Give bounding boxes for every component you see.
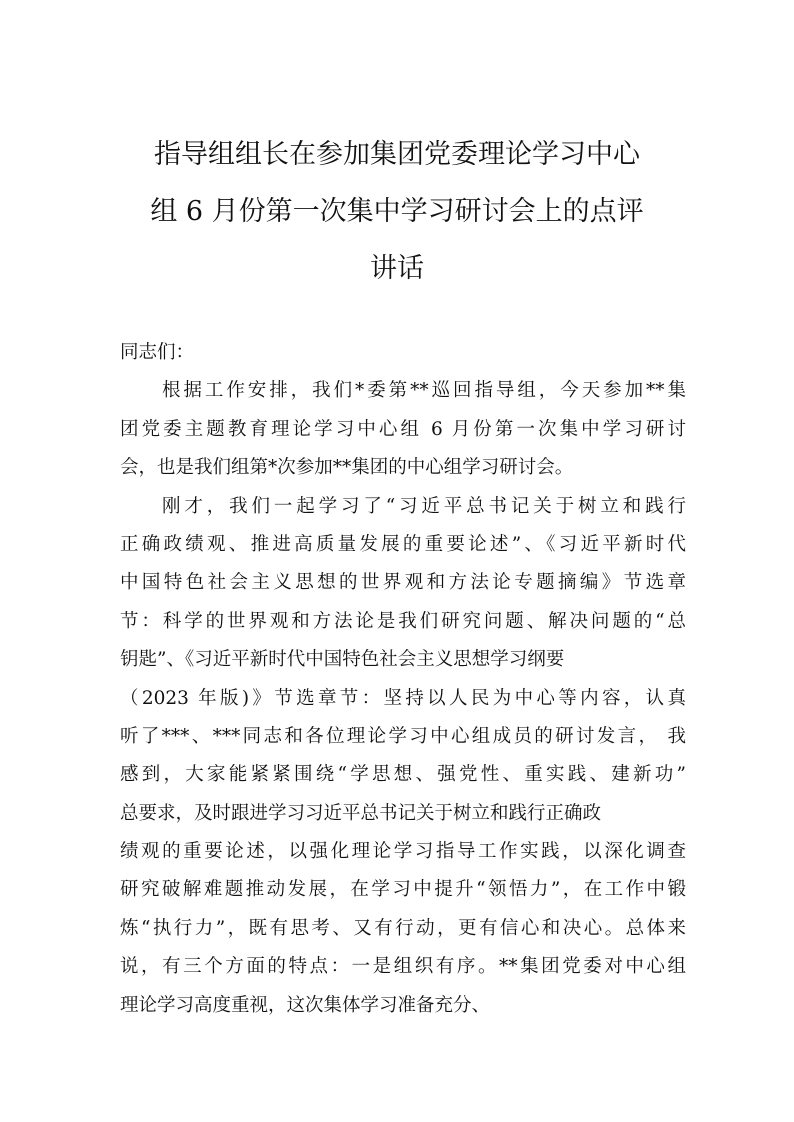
text-line: 会，也是我们组第*次参加**集团的中心组学习研讨会。 [120, 457, 574, 479]
text-line: 说，有三个方面的特点：一是组织有序。**集团党委对中心组 [120, 956, 686, 978]
text-line: 中国特色社会主义思想的世界观和方法论专题摘编》节选章 [120, 572, 686, 594]
text-line: 研究破解难题推动发展，在学习中提升“领悟力”，在工作中锻 [120, 879, 686, 901]
text-line: 钥匙”、《习近平新时代中国特色社会主义思想学习纲要 [120, 649, 565, 671]
title-line: 指导组组长在参加集团党委理论学习中心 [154, 139, 640, 170]
text-line: 根据工作安排，我们*委第**巡回指导组，今天参加**集 [162, 380, 686, 402]
text-line: （2023 年版)》节选章节：坚持以人民为中心等内容，认真 [120, 687, 686, 709]
text-line: 刚才，我们一起学习了“习近平总书记关于树立和践行 [162, 495, 686, 517]
title-line: 讲话 [370, 253, 424, 284]
text-line: 听了***、***同志和各位理论学习中心组成员的研讨发言， 我 [120, 725, 686, 747]
document-title [0, 126, 794, 297]
document-body [120, 338, 686, 1029]
text-line: 总要求，及时跟进学习习近平总书记关于树立和践行正确政 [120, 802, 602, 824]
text-line: 正确政绩观、推进高质量发展的重要论述”、《习近平新时代 [120, 533, 686, 555]
title-line: 组 6 月份第一次集中学习研讨会上的点评 [150, 196, 644, 227]
text-line: 炼“执行力”，既有思考、又有行动，更有信心和决心。总体来 [120, 917, 686, 939]
salutation: 同志们： [120, 342, 195, 363]
text-line: 绩观的重要论述，以强化理论学习指导工作实践，以深化调查 [120, 841, 686, 863]
text-line: 团党委主题教育理论学习中心组 6 月份第一次集中学习研讨 [120, 418, 686, 440]
text-line: 节：科学的世界观和方法论是我们研究问题、解决问题的“总 [120, 610, 686, 632]
text-line: 理论学习高度重视，这次集体学习准备充分、 [120, 994, 491, 1016]
text-line: 感到，大家能紧紧围绕“学思想、强党性、重实践、建新功” [120, 764, 686, 786]
